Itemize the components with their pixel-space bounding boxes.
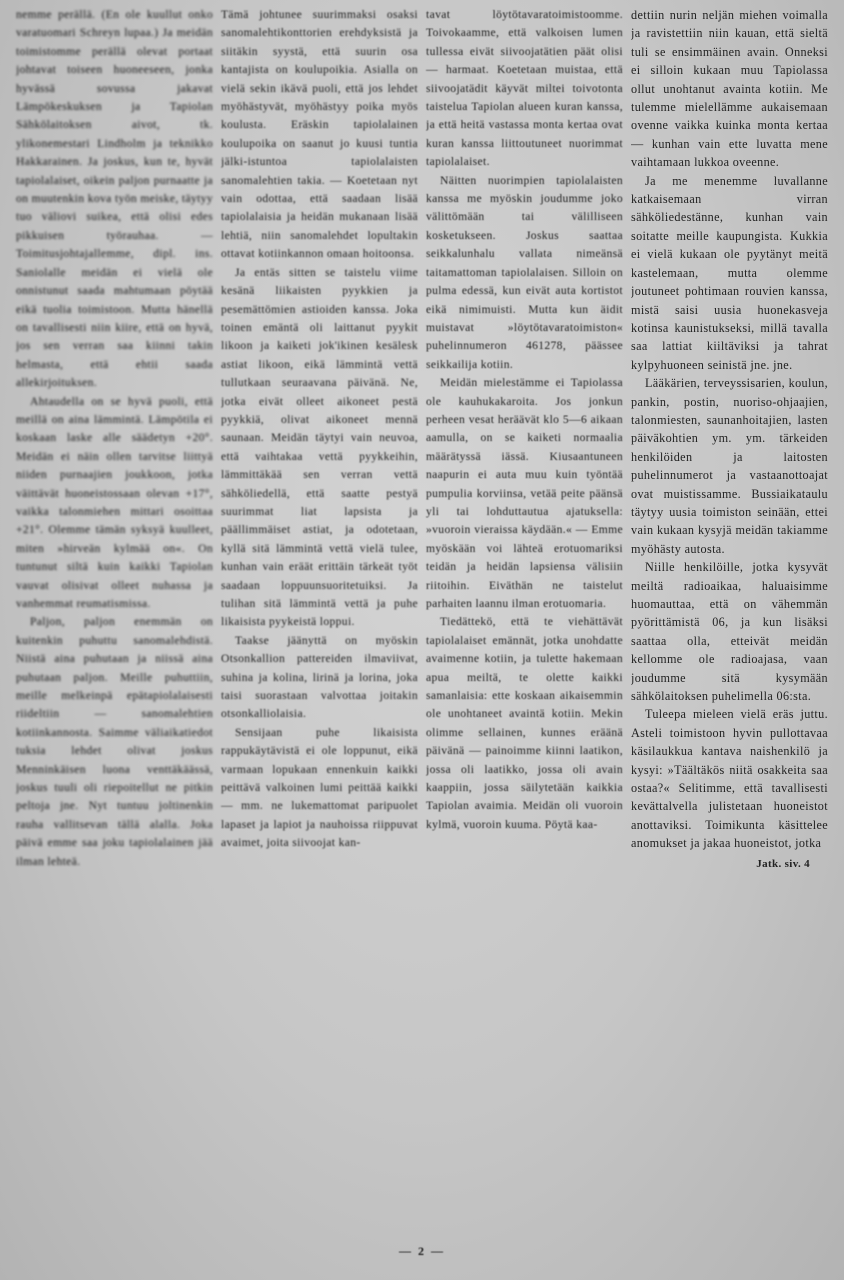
column-2-paragraph-2: Ja entäs sitten se taistelu viime kesänä liikaisten pyykkien ja pesemättömien astioiden kanssa. Joka toinen emäntä oli laittanut pyykit likoon ja kaiketi jok'ikinen kesälesk astiat likoon, eikä lämmintä vettä tullutkaan seuraavana päivänä. Ne, jotka eivät olleet aikoneet pestä pyykkiä, olivat aikoneet mennä saunaan. Meidän täytyi vain neuvoa, että vaihtakaa vettä pyykkeihin, lämmittäkää sen verran vettä sähköliedellä, että saatte pestyä suurimmat liat lapsista ja päällimmäiset astiat, ja odotetaan, kyllä sitä lämmintä vettä vielä tulee, kunhan vain eräät erittäin tärkeät työt saadaan loppuunsuoritetuiksi. Ja tulihan sitä lämmintä vettä ja puhe likaisista pyykeistä loppui. [221,265,418,629]
column-4-paragraph-5: Tuleepa mieleen vielä eräs juttu. Asteli toimistoon hyvin pullottavaa käsilaukkua kantava naishenkilö ja kysyi: »Täältäkös niitä osakkeita saa ostaa?« Selitimme, että tavallisesti kevättalvella julistetaan huoneistot anottaviksi. Toimikunta käsittelee anomukset ja jakaa huoneistot, jotka [631,707,828,851]
column-3-paragraph-3: Meidän mielestämme ei Tapiolassa ole kauhukakaroita. Jos jonkun perheen vesat heräävät klo 5—6 aikaan aamulla, on se kaiketi normaalia määrätyssä iässä. Kiusaantuneen naapurin ei auta muu kuin työntää pumpulia korviinsa, vetää peite päänsä yli tai lohduttautua ajatuksella: »vuoroin vieraissa käydään.« — Emme myöskään voi lähteä erotuomariksi teidän ja heidän lapsiensa välisiin riitoihin. Eiväthän ne taistelut parhaiten laannu ilman erotuomaria. [426,376,623,610]
column-2-paragraph-4: Sensijaan puhe likaisista rappukäytävistä ei ole loppunut, eikä varmaan lopukaan ennenkuin kaikki peittävä valkoinen lumi peittää kaikki — mm. ne lukemattomat paripuolet lapaset ja lapiot ja nauhoissa riippuvat avaimet, joita siivoojat kan- [221,725,418,850]
column-2 [221,6,418,1218]
page-number: — 2 — [399,1244,445,1258]
column-3 [426,6,623,1218]
column-4-paragraph-1: dettiin nurin neljän miehen voimalla ja ravistettiin niin kauan, että sieltä tuli se ensimmäinen avain. Onneksi ei silloin kukaan muu Tapiolassa ollut unohtanut avainta kotiin. Me tulemme mielellämme aukaisemaan ovenne vaikka kuinka monta kertaa — kunhan vain ette luvatta mene vaihtamaan lukkoa oveenne. [631,8,828,170]
article-columns [16,6,828,1218]
column-1-paragraph-1: nemme perällä. (En ole kuullut onko varatuomari Schreyn lupaa.) Ja meidän toimistomme perällä olevat portaat johtavat toiseen huoneeseen, jonka hyvässä sovussa jakavat Lämpökeskuksen ja Tapiolan Sähkölaitoksen aivot, tk. ylikonemestari Lindholm ja teknikko Hakkarainen. Ja joskus, kun te, hyvät tapiolalaiset, oikein paljon purnaatte ja on muutenkin kova työn meiske, täytyy tuo väliovi suikea, että olisi edes pikkuisen työrauhaa. — Toimitusjohtajallemme, dipl. ins. Saniolalle meidän ei vielä ole onnistunut saada mahtumaan pöytää eikä tuolia toimistoon. Mutta hänellä on tavallisesti niin kiire, että on hyvä, jos sen verran saa kiinni takin helmasta, että ehtii saada allekirjoituksen. [16,8,213,390]
column-1-paragraph-2: Ahtaudella on se hyvä puoli, että meillä on aina lämmintä. Lämpötila ei koskaan laske alle säädetyn +20°. Meidän ei näin ollen tarvitse liittyä niiden purnaajien joukkoon, jotka väittävät huoneistossaan olevan +17°, vaikka talonmiehen mittari osoittaa +21°. Olemme tämän syksyä kuulleet, miten »hirveän kylmää on«. On tuntunut siltä kuin kaikki Tapiolan vauvat olisivat olleet nuhassa ja vanhemmat reumatismissa. [16,394,213,610]
column-2-paragraph-3: Taakse jäänyttä on myöskin Otsonkallion pattereiden ilmaviivat, suhina ja kolina, lirinä ja lorina, joka taisi suorastaan valvottaa joitakin otsonkalliolaisia. [221,633,418,721]
column-1-paragraph-3: Paljon, paljon enemmän on kuitenkin puhuttu sanomalehdistä. Niistä aina puhutaan ja niissä aina puhutaan paljon. Meille puhuttiin, meille melkeinpä epätapiolalaisesti riideltiin — sanomalehtien kotiinkannosta. Saimme väliaikatiedot tuksia lehdet olivat joskus Menninkäisen luona venttäkäässä, joskus tuuli oli riepoitellut ne pitkin peltoja jne. Nyt tuntuu joltinenkin rauha vallitsevan tällä alalla. Joka päivä emme saa joku tapiolalainen jää ilman lehteä. [16,615,213,868]
column-3-paragraph-1: tavat löytötavaratoimistoomme. Toivokaamme, että valkoisen lumen tullessa eivät siivoojatätien päät olisi — harmaat. Koetetaan muistaa, että siivoojatädit käyvät miltei toivotonta taistelua Tapiolan alueen kuran kanssa, ja että heitä vastassa monta kertaa ovat kuran kanssa liittoutuneet nuorimmat tapiolalaiset. [426,8,623,169]
continuation-note: Jatk. siv. 4 [756,857,810,870]
column-2-paragraph-1: Tämä johtunee suurimmaksi osaksi sanomalehtikonttorien erehdyksistä ja siitäkin syystä, että suurin osa kantajista on koulupoikia. Asialla on vielä sekin ikävä puoli, että jos lehdet myöhästyvät, myöhästyy poika myös koulusta. Eräskin tapiolalainen koulupoika on saanut jo kuusi tuntia jälki-istuntoa tapiolalaisten sanomalehtien takia. — Koetetaan nyt vain odottaa, että saadaan lisää tapiolalaisia ja heidän mukanaan lisää lehtiä, niin sanomalehdet lopultakin ottavat kotiinkannon omaan hoitoonsa. [221,8,418,261]
column-4-paragraph-3: Lääkärien, terveyssisarien, koulun, pankin, postin, nuoriso-ohjaajien, talonmiesten, saunanhoitajien, lasten päiväkohtien ym. ym. tärkeiden henkilöiden ja laitosten puhelinnumerot ja vastaanottoajat ovat muistissamme. Bussiaikataulu täytyy uusia toimiston seinään, ettei vain kukaan kysyjä meidän takiamme myöhästy autosta. [631,376,828,556]
column-4-paragraph-2: Ja me menemme luvallanne katkaisemaan virran sähköliedestänne, kunhan vain soitatte meille kaupungista. Kukkia ei vielä kukaan ole pyytänyt meitä kastelemaan, mutta olemme joutuneet pohtimaan rouvien kanssa, mistä saisi uusia huonekasveja kotinsa kaunistukseksi, millä tavalla saa lattiat kiiltäviksi ja tahrat kylpyhuoneen seinistä jne. jne. [631,173,828,372]
column-3-paragraph-2: Näitten nuorimpien tapiolalaisten kanssa me myöskin joudumme joko välittömään tai välilliseen kosketukseen. Joskus saattaa seikkalunhalu vallata nimeänsä taitamattoman tapiolalaisen. Silloin on pulma edessä, kun eivät auta kortistot eikä nimimuisti. Mutta kun äidit muistavat »löytötavaratoimiston« puhelinnumeron 461278, päässee seikkailija kotiin. [426,173,623,371]
column-1 [16,6,213,1218]
column-4-paragraph-4: Niille henkilöille, jotka kysyvät meiltä radioaikaa, haluaisimme huomauttaa, että on vähemmän pyörittämistä 06, ja kun lisäksi saattaa olla, etteivät meidän kellomme ole radioajasa, vaan joudumme sitä kysymään sähkölaitoksen puhelimella 06:sta. [631,560,828,704]
column-3-paragraph-4: Tiedättekö, että te viehättävät tapiolalaiset emännät, jotka unohdatte avaimenne kotiin, ja tulette hakemaan apua meiltä, te olette kaikki samanlaisia: ette koskaan aikaisemmin ole unohtaneet avaintä kotiin. Mekin olimme sellainen, kunnes eräänä päivänä — painoimme kiinni laatikon, jossa oli laatikko, jossa oli avain kaappiin, jossa säilytetään kaikkia Tapiolan avaimia. Meidän oli vuoroin kylmä, vuoroin kuuma. Pöytä kaa- [426,615,623,831]
column-4 [631,6,828,1218]
